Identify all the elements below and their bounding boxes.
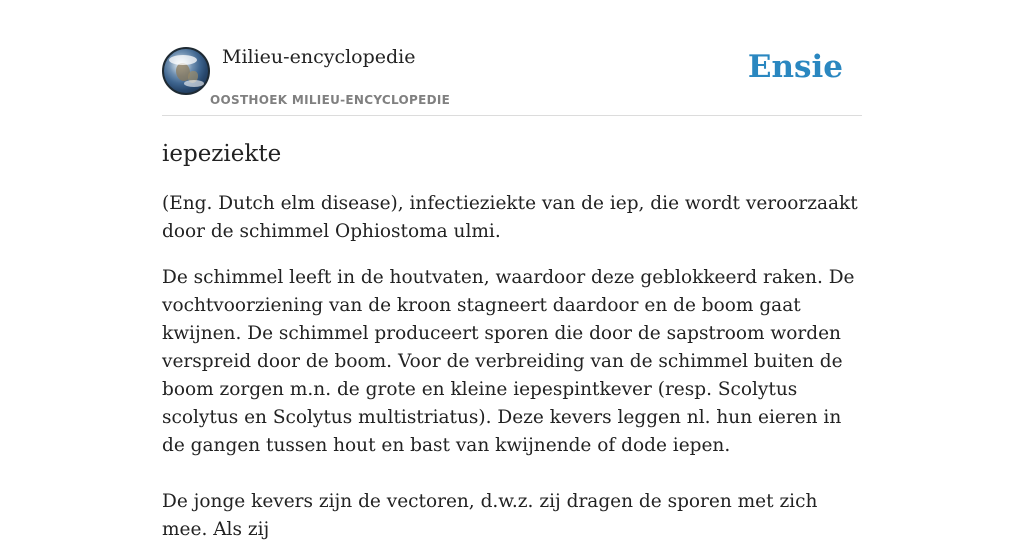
site-header xyxy=(162,40,862,116)
globe-cloud-shape xyxy=(169,55,197,65)
brand-logo-link[interactable]: Ensie xyxy=(747,49,843,85)
article-paragraph: De jonge kevers zijn de vectoren, d.w.z. zij dragen de sporen met zich mee. Als zij xyxy=(162,491,818,540)
article-paragraph: De schimmel leeft in de houtvaten, waardoor deze geblokkeerd raken. De vochtvoorziening van de kroon stagneert daardoor en de boom gaat kwijnen. De schimmel produceert sporen die door de sapstroom worden verspreid door de boom. Voor de verbreiding van de schimmel buiten de boom zorgen m.n. de grote en kleine iepespintkever (resp. Scolytus scolytus en Scolytus multistriatus). Deze kevers leggen nl. hun eieren in de gangen tussen hout en bast van kwijnende of dode iepen. xyxy=(162,267,855,456)
site-subtitle: OOSTHOEK MILIEU-ENCYCLOPEDIE xyxy=(210,93,451,107)
globe-cloud-shape xyxy=(184,80,204,87)
article xyxy=(162,138,862,544)
article-title: iepeziekte xyxy=(162,141,282,167)
globe-icon[interactable] xyxy=(162,47,210,95)
article-paragraph: (Eng. Dutch elm disease), infectieziekte van de iep, die wordt veroorzaakt door de schimmel Ophiostoma ulmi. xyxy=(162,193,858,242)
site-title-link[interactable]: Milieu-encyclopedie xyxy=(222,46,416,68)
